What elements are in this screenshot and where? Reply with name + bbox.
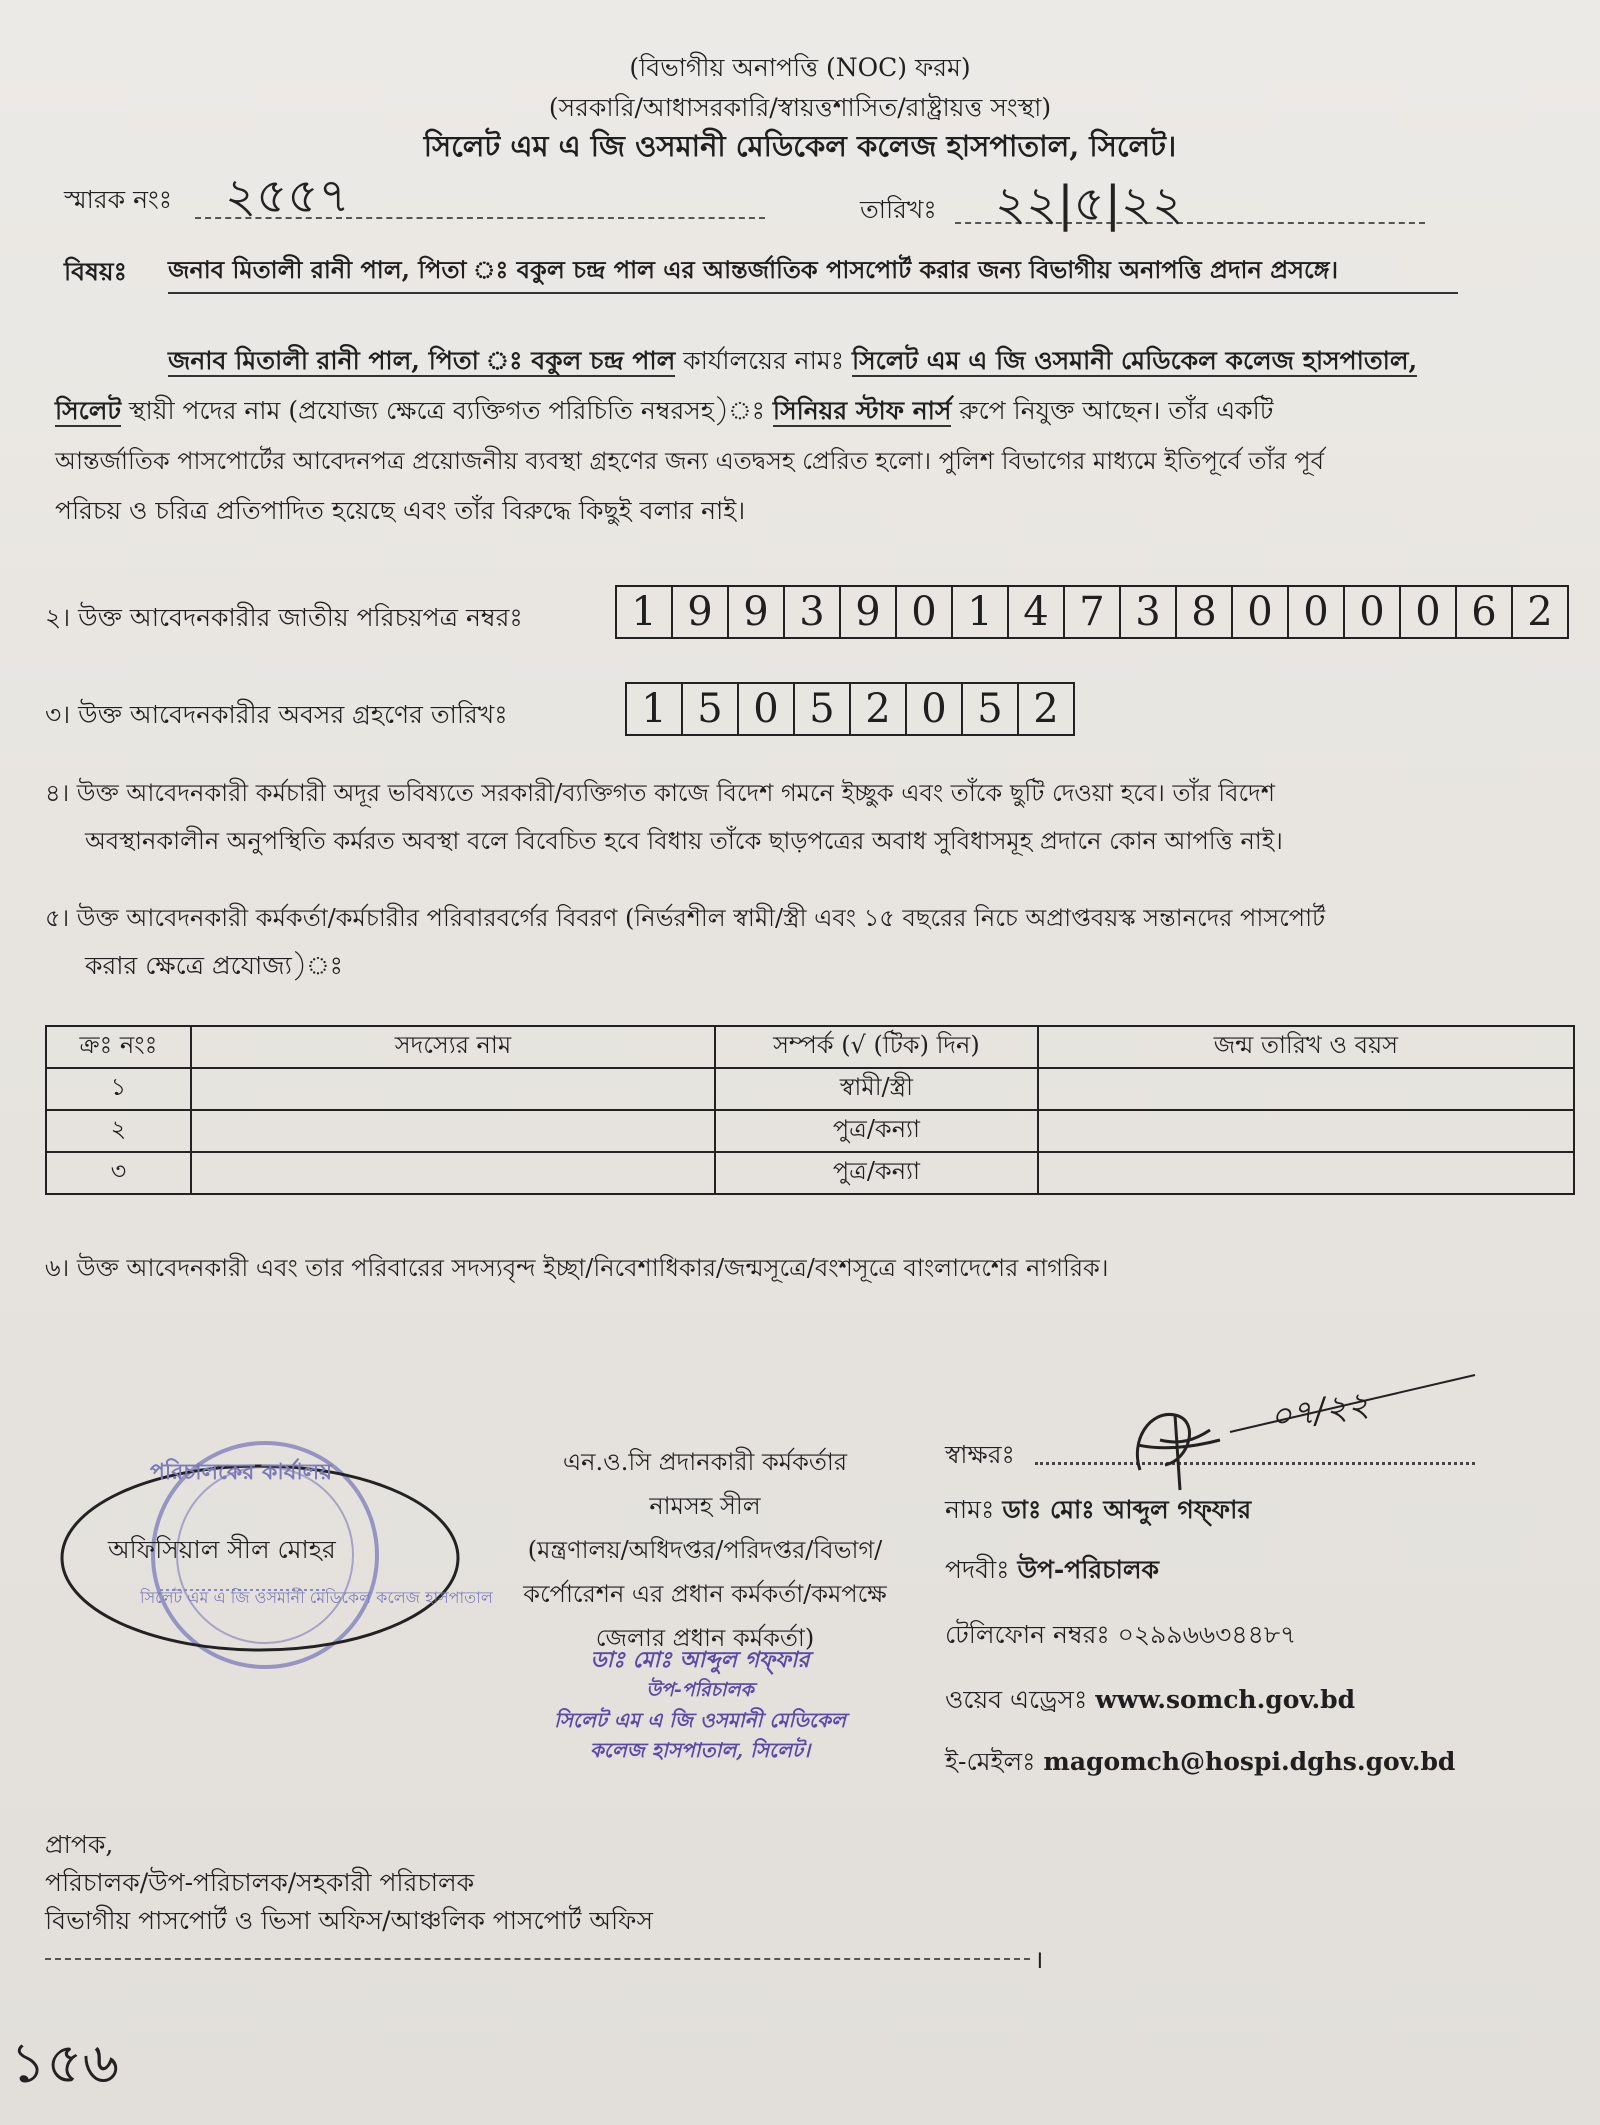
title-label: পদবীঃ [945,1555,1018,1584]
date-value: ২২|৫|২২ [995,176,1184,232]
noc-line: নামসহ সীল [649,1492,761,1520]
digit-box: 5 [963,684,1019,734]
stamp-line: উপ-পরিচালক [646,1679,754,1701]
stamp-line: সিলেট এম এ জি ওসমানী মেডিকেল [554,1708,846,1732]
digit-box: 2 [1033,686,1059,732]
phone-number: ০২৯৯৬৬৩৪৪৮৭ [1117,1620,1297,1649]
web-row [945,1680,1355,1723]
row-member-name[interactable] [191,1110,715,1152]
item4-line1: ৪। উক্ত আবেদনকারী কর্মচারী অদূর ভবিষ্যতে সরকারী/ব্যক্তিগত কাজে বিদেশ গমনে ইচ্ছুক এবং তাঁকে ছুটি দেওয়া হবে। তাঁর বিদেশ [45,779,1275,807]
item5-line1: ৫। উক্ত আবেদনকারী কর্মকর্তা/কর্মচারীর পরিবারবর্গের বিবরণ (নির্ভরশীল স্বামী/স্ত্রী এবং ১৫ বছরের নিচে অপ্রাপ্তবয়স্ক সন্তানদের পাসপোর্ট [45,904,1326,932]
applicant-name: জনাব মিতালী রানী পাল, পিতা ঃ বকুল চন্দ্র পাল [168,346,676,375]
col-header-birthdate: জন্ম তারিখ ও বয়স [1038,1026,1574,1068]
recipient-title: পরিচালক/উপ-পরিচালক/সহকারী পরিচালক [45,1868,475,1897]
email-address[interactable]: magomch@hospi.dghs.gov.bd [1043,1747,1456,1776]
col-header-serial: ক্রঃ নংঃ [46,1026,191,1068]
row-birthdate[interactable] [1038,1110,1574,1152]
recipient-label: প্রাপক, [45,1830,114,1859]
stamp-line: কলেজ হাসপাতাল, সিলেট। [589,1738,811,1762]
col-header-relation: সম্পর্ক (√ (টিক) দিন) [715,1026,1038,1068]
digit-box: 0 [1233,587,1289,637]
digit-box: 0 [739,684,795,734]
digit-box: 2 [851,684,907,734]
form-subtitle: (সরকারি/আধাসরকারি/স্বায়ত্তশাসিত/রাষ্ট্রায়ত্ত সংস্থা) [548,93,1052,122]
noc-line: এন.ও.সি প্রদানকারী কর্মকর্তার [562,1448,848,1476]
phone-row [945,1615,1296,1658]
name-row [945,1490,1251,1533]
recipient-line-end: । [1034,1945,1044,1974]
office-city: সিলেট [55,396,121,425]
email-label: ই-মেইলঃ [945,1747,1044,1776]
digit-box: 2 [1527,589,1553,635]
signature-label: স্বাক্ষরঃ [945,1440,1015,1469]
digit-box: 8 [1177,587,1233,637]
digit-box: 7 [1065,587,1121,637]
web-label: ওয়েব এড্রেসঃ [945,1685,1096,1714]
table-header-row [46,1026,1574,1068]
title-row [945,1550,1159,1593]
digit-box: 9 [729,587,785,637]
digit-box: 5 [683,684,739,734]
post-label: স্থায়ী পদের নাম (প্রযোজ্য ক্ষেত্রে ব্যক্তিগত পরিচিতি নম্বরসহ)ঃ [120,396,773,425]
retirement-date-boxes [625,682,1075,736]
institution-name: সিলেট এম এ জি ওসমানী মেডিকেল কলেজ হাসপাতাল, সিলেট। [423,129,1177,163]
noc-line: (মন্ত্রণালয়/অধিদপ্তর/পরিদপ্তর/বিভাগ/ [527,1536,883,1564]
retirement-label: ৩। উক্ত আবেদনকারীর অবসর গ্রহণের তারিখঃ [45,700,508,729]
row-relation[interactable]: পুত্র/কন্যা [715,1152,1038,1194]
noc-line: জেলার প্রধান কর্মকর্তা) [595,1624,815,1652]
office-name: সিলেট এম এ জি ওসমানী মেডিকেল কলেজ হাসপাতাল, [852,346,1418,375]
row-member-name[interactable] [191,1152,715,1194]
memo-label: স্মারক নংঃ [64,185,173,214]
phone-label: টেলিফোন নম্বরঃ [945,1620,1118,1649]
table-row [46,1152,1574,1194]
digit-box: 1 [627,684,683,734]
row-serial: ৩ [46,1152,191,1194]
recipient-office: বিভাগীয় পাসপোর্ট ও ভিসা অফিস/আঞ্চলিক পাসপোর্ট অফিস [45,1906,653,1935]
digit-box: 1 [617,587,673,637]
digit-box: 0 [907,684,963,734]
digit-box: 6 [1457,587,1513,637]
digit-box: 0 [1289,587,1345,637]
family-table [45,1025,1575,1195]
col-header-name: সদস্যের নাম [191,1026,715,1068]
web-address[interactable]: www.somch.gov.bd [1095,1685,1356,1714]
digit-box: 3 [1121,587,1177,637]
noc-officer-block [475,1440,935,1660]
stamp-line: ডাঃ মোঃ আব্দুল গফ্ফার [590,1647,810,1673]
email-row [945,1742,1455,1785]
post-name: সিনিয়র স্টাফ নার্স [772,396,952,425]
subject-text: জনাব মিতালী রানী পাল, পিতা ঃ বকুল চন্দ্র পাল এর আন্তর্জাতিক পাসপোর্ট করার জন্য বিভাগীয় অনাপত্তি প্রদান প্রসঙ্গে। [168,252,1458,294]
signatory-name: ডাঃ মোঃ আব্দুল গফ্ফার [1002,1495,1252,1524]
corner-handwritten-number: ১৫৬ [10,2031,120,2096]
official-seal-label: অফিসিয়াল সীল মোহর [108,1535,336,1564]
item4-line2: অবস্থানকালীন অনুপস্থিতি কর্মরত অবস্থা বলে বিবেচিত হবে বিধায় তাঁকে ছাড়পত্রের অবাধ সুবিধাসমূহ প্রদানে কোন আপত্তি নাই। [85,827,1283,855]
item6-text: ৬। উক্ত আবেদনকারী এবং তার পরিবারের সদস্যবৃন্দ ইচ্ছা/নিবেশাধিকার/জন্মসূত্রে/বংশসূত্রে বাংলাদেশের নাগরিক। [45,1254,1109,1282]
row-member-name[interactable] [191,1068,715,1110]
digit-box: 0 [1401,587,1457,637]
stamp-hospital-text: সিলেট এম এ জি ওসমানী মেডিকেল কলেজ হাসপাতাল [140,1588,493,1607]
signatory-title: উপ-পরিচালক [1017,1555,1160,1584]
digit-box: 9 [673,587,729,637]
form-title: (বিভাগীয় অনাপত্তি (NOC) ফরম) [629,53,971,82]
para1-line4: পরিচয় ও চরিত্র প্রতিপাদিত হয়েছে এবং তাঁর বিরুদ্ধে কিছুই বলার নাই। [55,496,746,525]
row-relation[interactable]: স্বামী/স্ত্রী [715,1068,1038,1110]
digit-box: 5 [795,684,851,734]
digit-box: 1 [953,587,1009,637]
digit-box: 0 [897,587,953,637]
name-label: নামঃ [945,1495,1003,1524]
noc-line: কর্পোরেশন এর প্রধান কর্মকর্তা/কমপক্ষে [523,1580,887,1608]
item5-line2: করার ক্ষেত্রে প্রযোজ্য)ঃ [85,951,343,980]
para1-line1 [168,338,1568,384]
date-label: তারিখঃ [860,195,937,224]
para1-line2 [55,388,1565,434]
para1-line3: আন্তর্জাতিক পাসপোর্টের আবেদনপত্র প্রয়োজনীয় ব্যবস্থা গ্রহণের জন্য এতদ্বসহ প্রেরিত হলো। পুলিশ বিভাগের মাধ্যমে ইতিপূর্বে তাঁর পূর্ব [55,447,1324,475]
nid-number-boxes [615,585,1569,639]
office-label: কার্যালয়ের নামঃ [675,346,852,375]
table-row [46,1110,1574,1152]
digit-box: 3 [785,587,841,637]
subject-label: বিষয়ঃ [64,257,127,286]
row-birthdate[interactable] [1038,1068,1574,1110]
officer-stamp [510,1645,890,1765]
signature-date: ০৭/২২ [1267,1384,1372,1438]
digit-box: 9 [841,587,897,637]
row-birthdate[interactable] [1038,1152,1574,1194]
post-rest: রুপে নিযুক্ত আছেন। তাঁর একটি [951,396,1274,425]
stamp-office-text: পরিচালকের কার্যালয় [150,1459,333,1485]
row-serial: ২ [46,1110,191,1152]
row-relation[interactable]: পুত্র/কন্যা [715,1110,1038,1152]
row-serial: ১ [46,1068,191,1110]
memo-number: ২৫৫৭ [225,168,350,224]
nid-label: ২। উক্ত আবেদনকারীর জাতীয় পরিচয়পত্র নম্বরঃ [45,603,523,632]
table-row [46,1068,1574,1110]
digit-box: 4 [1009,587,1065,637]
recipient-line [45,1958,1030,1960]
digit-box: 0 [1345,587,1401,637]
